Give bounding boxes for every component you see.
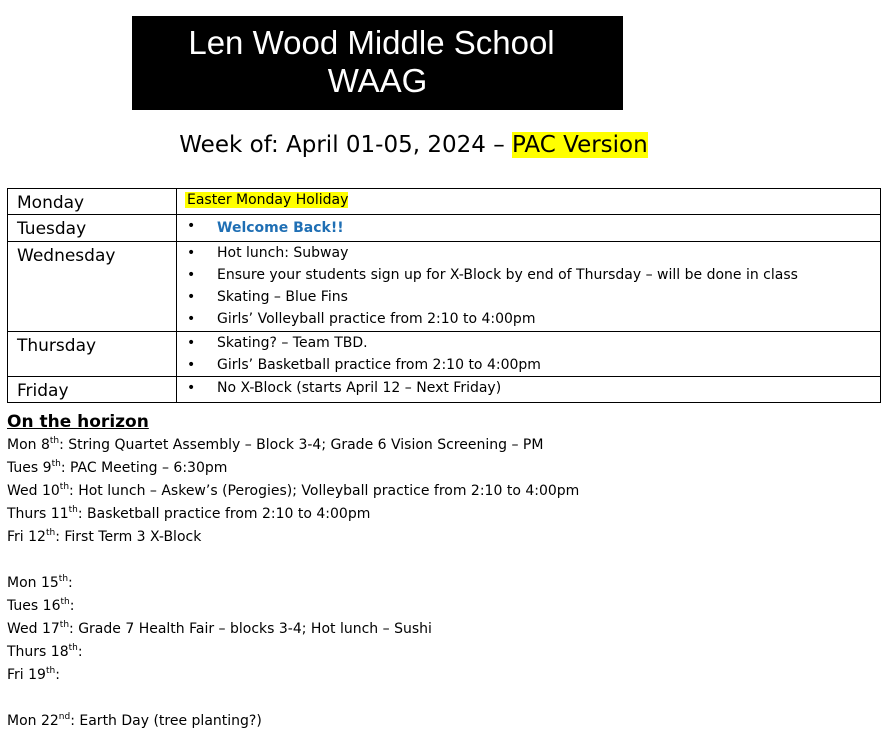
table-row [8, 215, 881, 242]
blank-line [7, 687, 579, 710]
holiday-note: Easter Monday Holiday [187, 192, 349, 208]
table-row [8, 242, 881, 332]
list-item: • Skating? – Team TBD. [185, 332, 880, 354]
list-item: • Ensure your students sign up for X-Block by end of Thursday – will be done in class [185, 264, 880, 286]
horizon-item: Fri 19th: [7, 666, 60, 683]
blank-line [7, 549, 579, 572]
horizon-item: Mon 8th: String Quartet Assembly – Block 3-4; Grade 6 Vision Screening – PM [7, 436, 544, 453]
table-row [8, 332, 881, 377]
day-label: Friday [8, 377, 177, 403]
list-item: • No X-Block (starts April 12 – Next Friday) [185, 377, 880, 399]
banner-subtitle: WAAG [327, 62, 428, 99]
horizon-item: Thurs 18th: [7, 643, 83, 660]
day-label: Thursday [8, 332, 177, 377]
school-banner [132, 16, 623, 110]
list-item: • Welcome Back!! [185, 215, 880, 239]
horizon-item: Mon 22nd: Earth Day (tree planting?) [7, 712, 262, 729]
day-tasks [177, 377, 881, 403]
horizon-item: Wed 10th: Hot lunch – Askew’s (Perogies); Volleyball practice from 2:10 to 4:00pm [7, 482, 580, 499]
version-label: PAC Version [512, 132, 648, 158]
on-the-horizon-section [7, 410, 579, 733]
day-tasks [177, 189, 881, 215]
table-row [8, 377, 881, 403]
horizon-item: Wed 17th: Grade 7 Health Fair – blocks 3-4; Hot lunch – Sushi [7, 620, 432, 637]
horizon-item: Tues 9th: PAC Meeting – 6:30pm [7, 459, 228, 476]
list-item: • Girls’ Basketball practice from 2:10 to 4:00pm [185, 354, 880, 376]
table-row [8, 189, 881, 215]
list-item: • Hot lunch: Subway [185, 242, 880, 264]
horizon-item: Thurs 11th: Basketball practice from 2:10 to 4:00pm [7, 505, 371, 522]
horizon-item: Mon 15th: [7, 574, 73, 591]
weekly-schedule-table [7, 188, 881, 403]
day-tasks [177, 332, 881, 377]
day-tasks [177, 242, 881, 332]
horizon-item: Tues 16th: [7, 597, 75, 614]
list-item: • Skating – Blue Fins [185, 286, 880, 308]
week-dates: Week of: April 01-05, 2024 – [179, 132, 513, 158]
day-label: Tuesday [8, 215, 177, 242]
horizon-heading: On the horizon [7, 412, 149, 432]
day-label: Monday [8, 189, 177, 215]
school-name: Len Wood Middle School [188, 24, 555, 61]
day-tasks [177, 215, 881, 242]
week-heading [0, 127, 827, 163]
day-label: Wednesday [8, 242, 177, 332]
list-item: • Girls’ Volleyball practice from 2:10 to 4:00pm [185, 308, 880, 330]
horizon-item: Fri 12th: First Term 3 X-Block [7, 528, 202, 545]
